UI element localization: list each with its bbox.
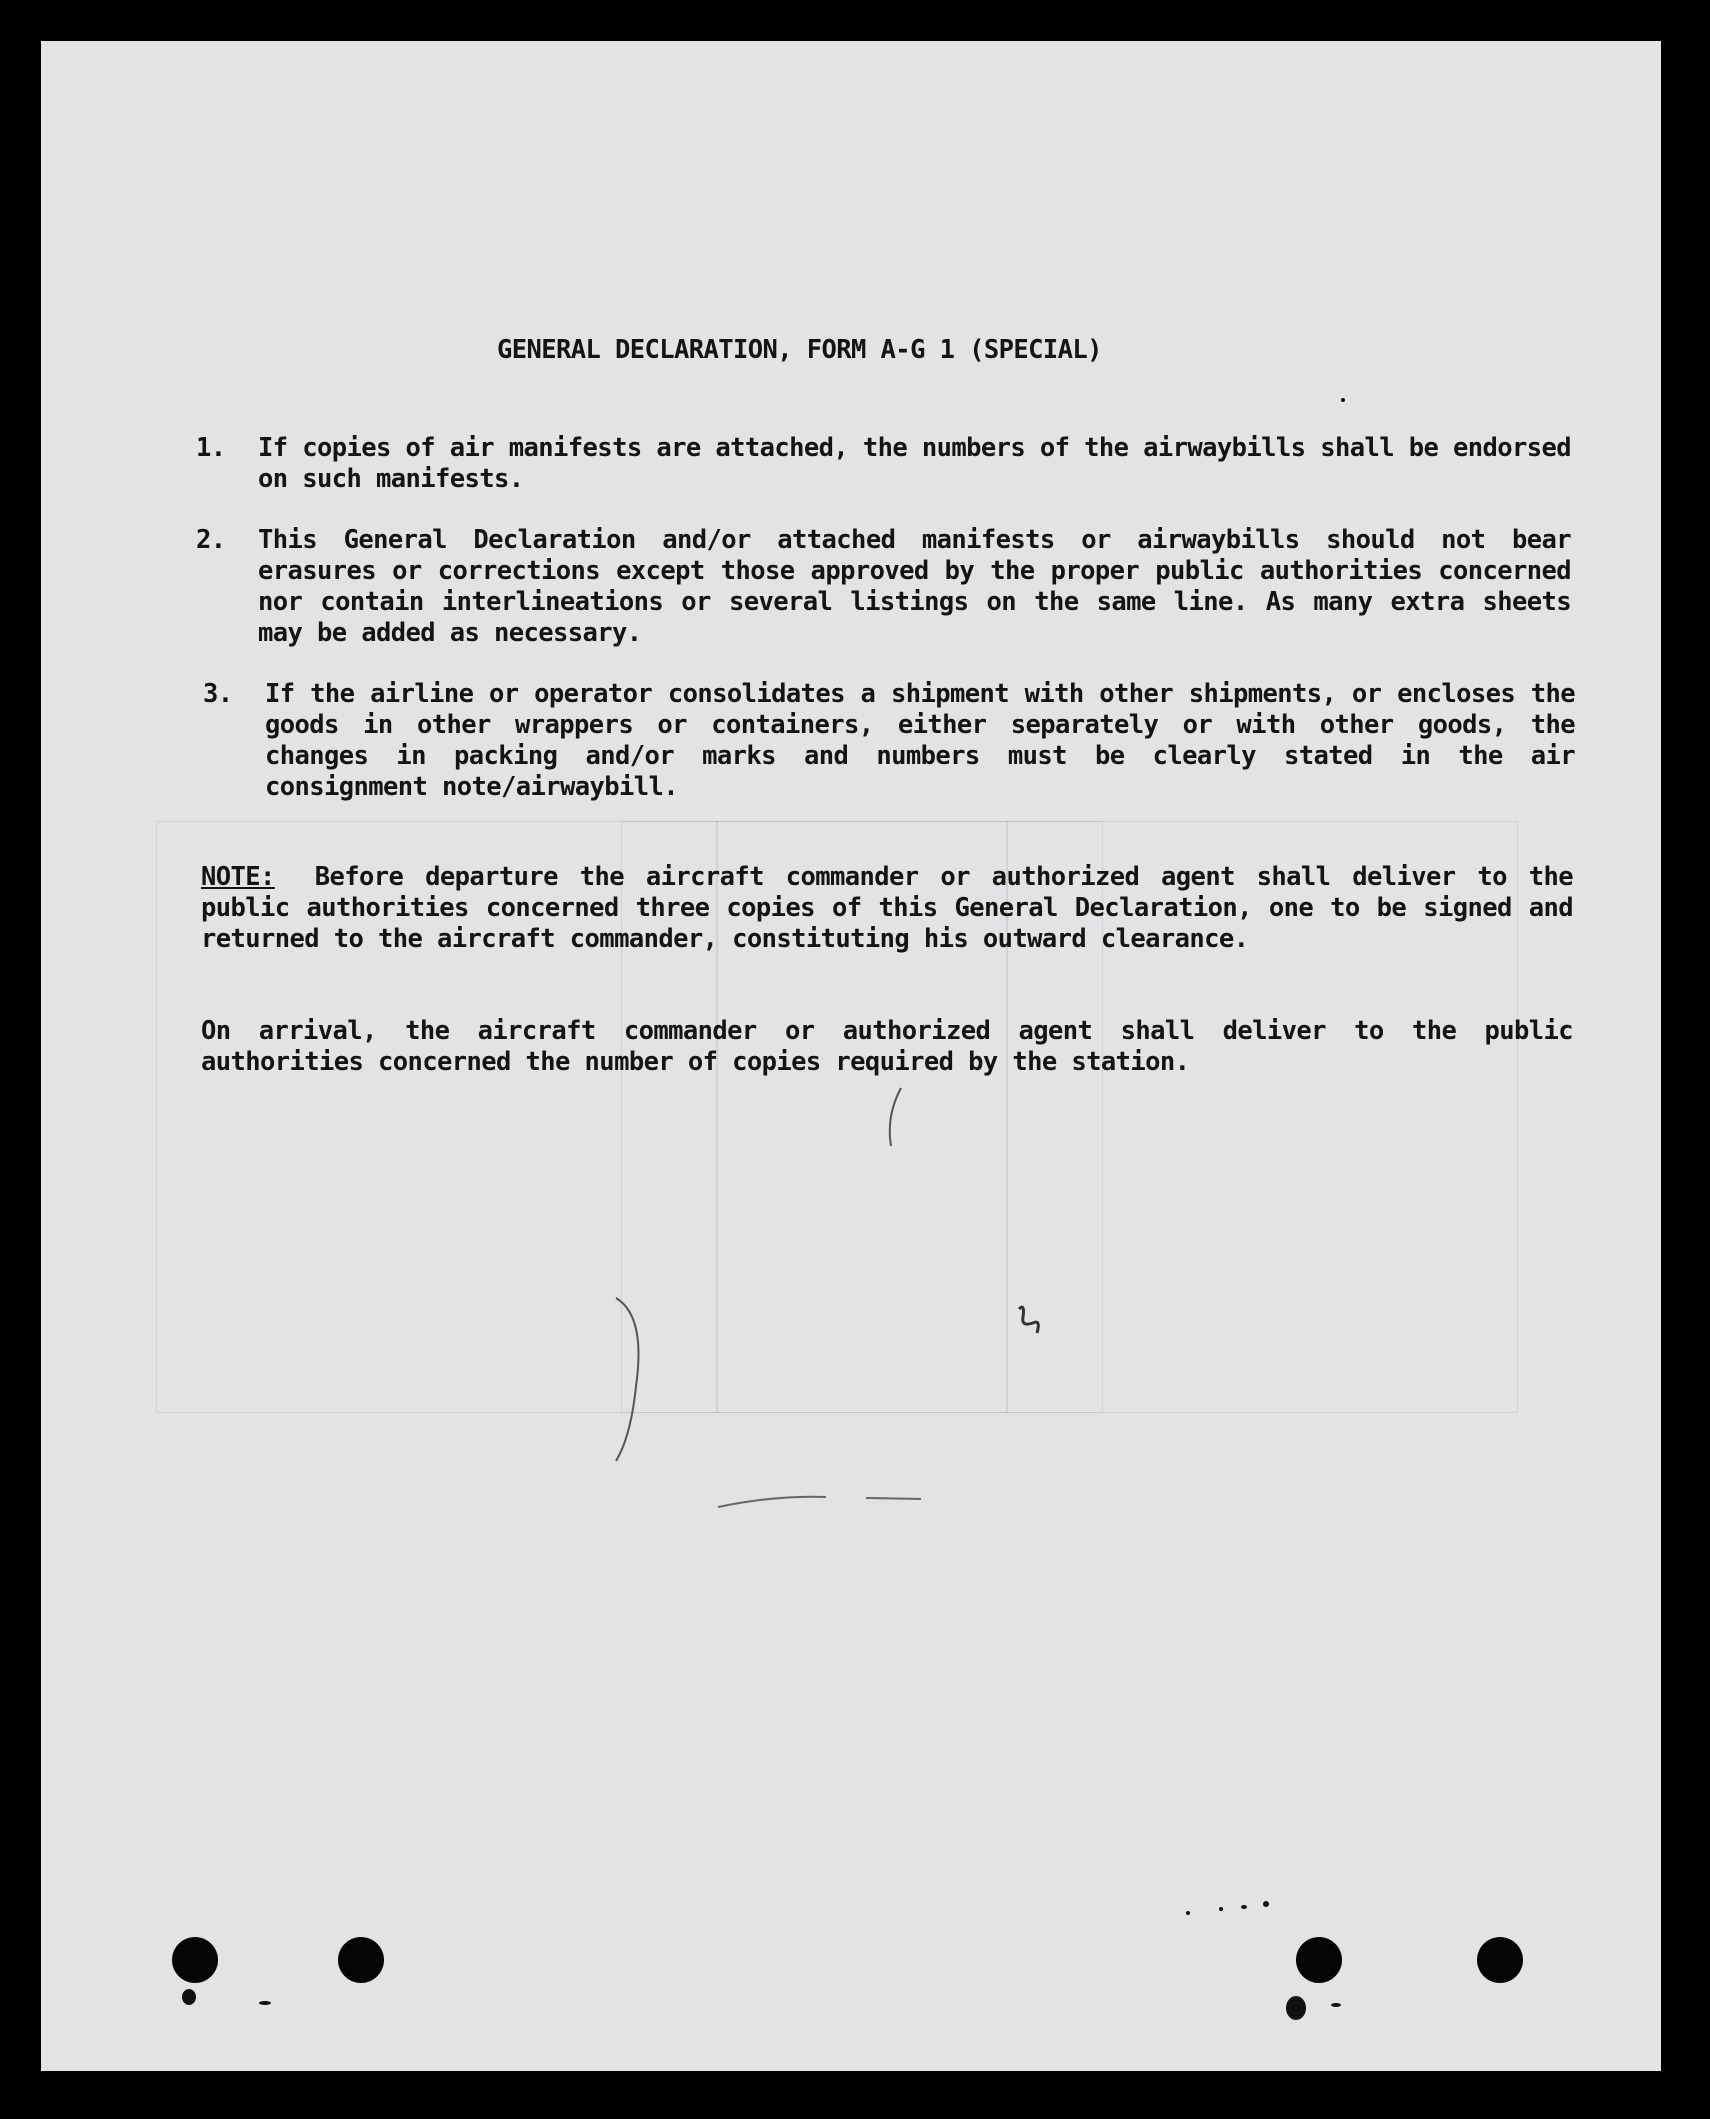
speck	[1186, 1911, 1190, 1915]
list-item-3	[203, 679, 1575, 803]
arrival-paragraph: On arrival, the aircraft commander or authorized agent shall deliver to the public authorities concerned the number of copies required by the station.	[201, 1016, 1573, 1077]
speck	[1341, 398, 1345, 402]
pen-mark-squiggle	[1011, 1301, 1051, 1341]
punch-hole	[172, 1937, 218, 1983]
speck	[1263, 1901, 1269, 1907]
list-item-text: If copies of air manifests are attached, the numbers of the airwaybills shall be endorsed on such manifests.	[258, 433, 1571, 494]
list-item-number: 2.	[196, 525, 226, 555]
note-paragraph	[201, 862, 1573, 955]
page-title: GENERAL DECLARATION, FORM A-G 1 (SPECIAL)	[497, 335, 1102, 365]
note-label: NOTE:	[201, 862, 275, 892]
speck	[182, 1989, 196, 2005]
pen-mark-short	[881, 1086, 911, 1196]
punch-hole	[1296, 1937, 1342, 1983]
speck	[1286, 1996, 1306, 2020]
punch-hole	[1477, 1937, 1523, 1983]
document-page	[41, 41, 1661, 2071]
speck	[1219, 1907, 1223, 1911]
list-item-2	[196, 525, 1571, 649]
speck	[259, 2001, 271, 2005]
note-text: Before departure the aircraft commander or authorized agent shall deliver to the public authorities concerned three copies of this General Declaration, one to be signed and returned to the aircraft commander, constituting his outward clearance.	[201, 862, 1573, 954]
speck	[1331, 2003, 1341, 2007]
list-item-number: 1.	[196, 433, 226, 463]
list-item-text: This General Declaration and/or attached manifests or airwaybills should not bear erasures or corrections except those approved by the proper public authorities concerned nor contain interlineations or several listings on the same line. As many extra sheets may be added as necessary.	[258, 525, 1571, 648]
speck	[1241, 1905, 1247, 1909]
list-item-1	[196, 433, 1571, 495]
list-item-text: If the airline or operator consolidates a shipment with other shipments, or encloses the goods in other wrappers or containers, either separately or with other goods, the changes in packing and/or marks and numbers must be clearly stated in the air consignment note/airwaybill.	[265, 679, 1575, 802]
pen-mark-curve	[606, 1296, 656, 1466]
list-item-number: 3.	[203, 679, 233, 709]
punch-hole	[338, 1937, 384, 1983]
pen-mark-dash	[716, 1491, 926, 1511]
